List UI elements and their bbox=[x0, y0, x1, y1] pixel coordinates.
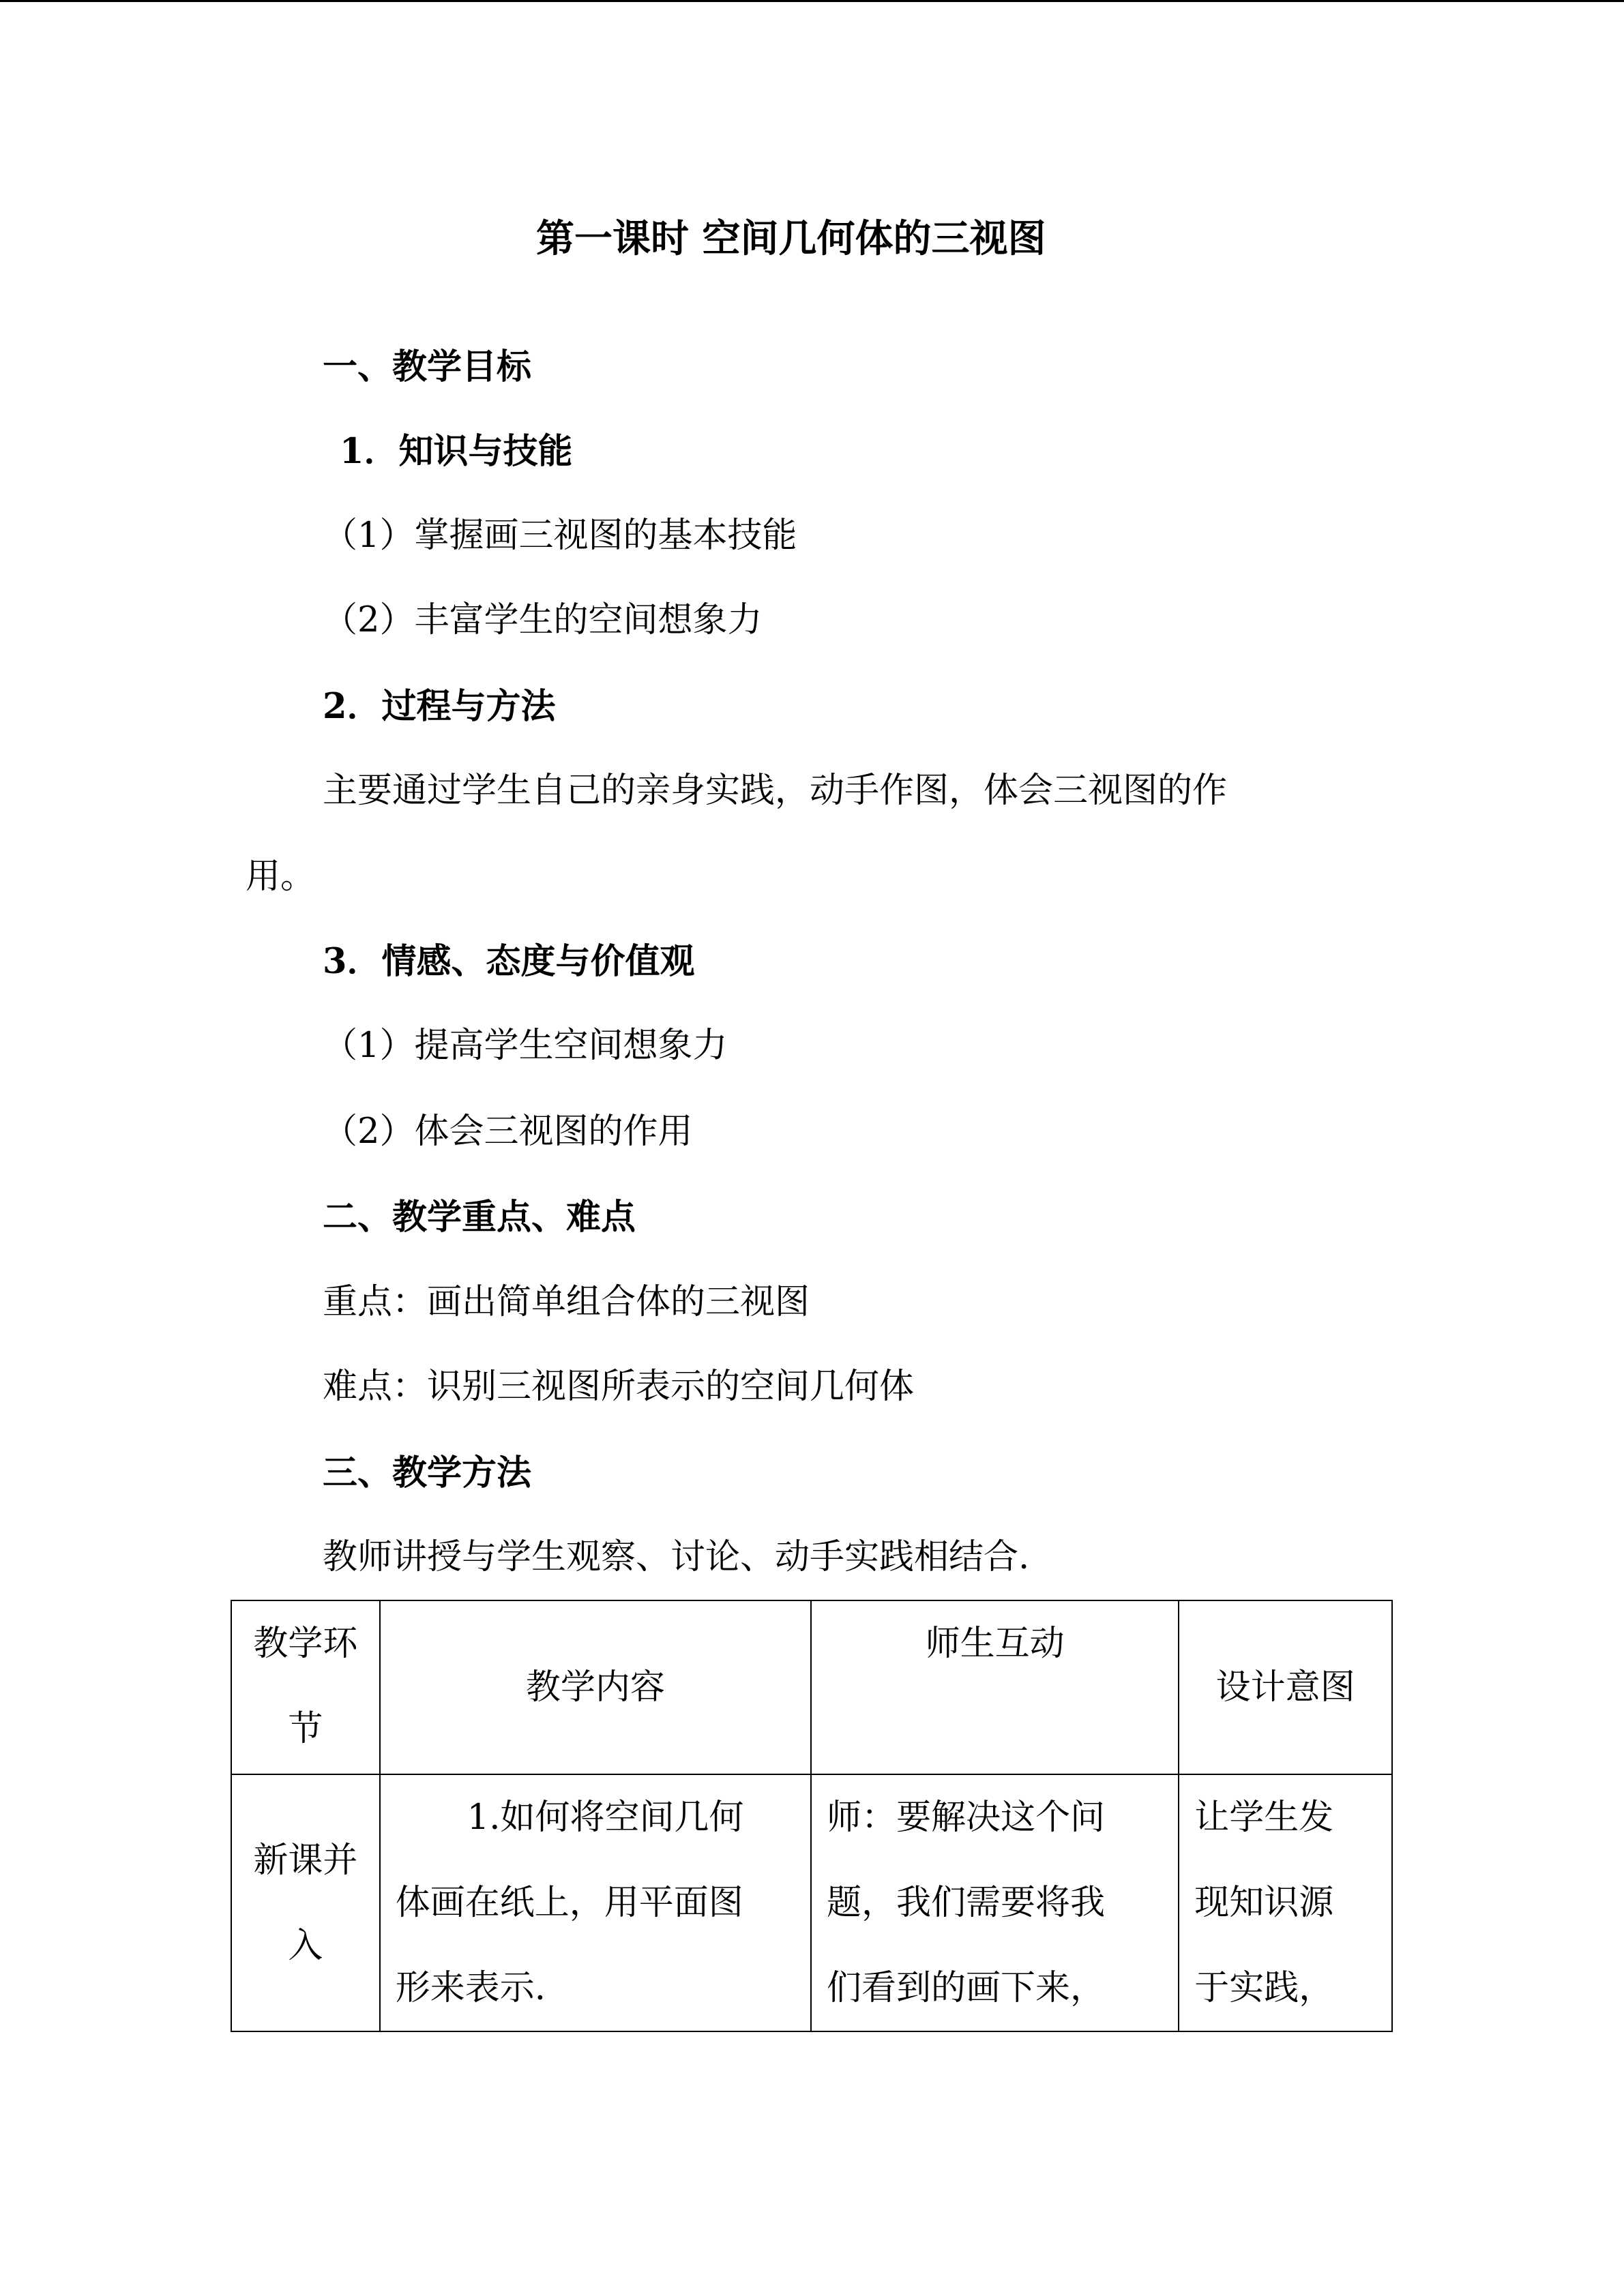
page-top-border bbox=[0, 0, 1624, 2]
section1-heading: 一、教学目标 bbox=[323, 346, 532, 387]
section3-heading: 三、教学方法 bbox=[323, 1452, 532, 1493]
row1-intent-line3: 于实践， bbox=[1194, 1968, 1334, 2008]
row1-stage-cell bbox=[231, 1774, 380, 2031]
row1-content-line3: 形来表示. bbox=[395, 1968, 546, 2008]
sub2-heading: 2．过程与方法 bbox=[323, 686, 556, 727]
header-content-label: 教学内容 bbox=[525, 1667, 665, 1708]
row1-intent-line2: 现知识源 bbox=[1194, 1883, 1334, 1923]
row1-content-line2: 体画在纸上，用平面图 bbox=[395, 1883, 743, 1923]
key-point: 重点：画出简单组合体的三视图 bbox=[323, 1282, 810, 1322]
header-cell-intent bbox=[1179, 1600, 1392, 1774]
lesson-table bbox=[231, 1600, 1393, 2032]
row1-intent-cell bbox=[1179, 1774, 1392, 2031]
row1-content-line1: 1.如何将空间几何 bbox=[467, 1798, 744, 1838]
header-stage-line1: 教学环 bbox=[253, 1624, 358, 1664]
header-cell-content bbox=[380, 1600, 811, 1774]
header-cell-interaction bbox=[811, 1600, 1179, 1774]
section2-heading: 二、教学重点、难点 bbox=[323, 1197, 636, 1238]
row1-interaction-line3: 们看到的画下来， bbox=[827, 1968, 1106, 2008]
sub2-text-line2: 用。 bbox=[246, 856, 316, 897]
difficult-point: 难点：识别三视图所表示的空间几何体 bbox=[323, 1367, 915, 1407]
document-title: 第一课时 空间几何体的三视图 bbox=[536, 216, 1046, 261]
row1-interaction-line2: 题，我们需要将我 bbox=[827, 1883, 1106, 1923]
sub3-item-2: （2）体会三视图的作用 bbox=[323, 1112, 693, 1152]
row1-intent-line1: 让学生发 bbox=[1194, 1798, 1334, 1838]
sub1-item-2: （2）丰富学生的空间想象力 bbox=[323, 600, 763, 640]
table-row bbox=[231, 1774, 1392, 2031]
row1-interaction-line1: 师：要解决这个问 bbox=[827, 1798, 1106, 1838]
sub1-item-1: （1）掌握画三视图的基本技能 bbox=[323, 516, 797, 556]
header-interaction-label: 师生互动 bbox=[925, 1624, 1065, 1664]
row1-content-cell bbox=[380, 1774, 811, 2031]
row1-stage-line1: 新课并 bbox=[253, 1840, 358, 1881]
table-header-row bbox=[231, 1600, 1392, 1774]
sub1-heading: 1．知识与技能 bbox=[340, 431, 573, 472]
row1-stage-line2: 入 bbox=[288, 1925, 323, 1966]
header-stage-line2: 节 bbox=[288, 1709, 323, 1749]
header-intent-label: 设计意图 bbox=[1215, 1667, 1355, 1708]
row1-interaction-cell bbox=[811, 1774, 1179, 2031]
header-cell-stage bbox=[231, 1600, 380, 1774]
section3-text: 教师讲授与学生观察、讨论、动手实践相结合. bbox=[323, 1537, 1030, 1577]
sub3-item-1: （1）提高学生空间想象力 bbox=[323, 1026, 728, 1066]
sub2-text-line1: 主要通过学生自己的亲身实践，动手作图，体会三视图的作 bbox=[323, 771, 1228, 811]
sub3-heading: 3．情感、态度与价值观 bbox=[323, 941, 695, 982]
